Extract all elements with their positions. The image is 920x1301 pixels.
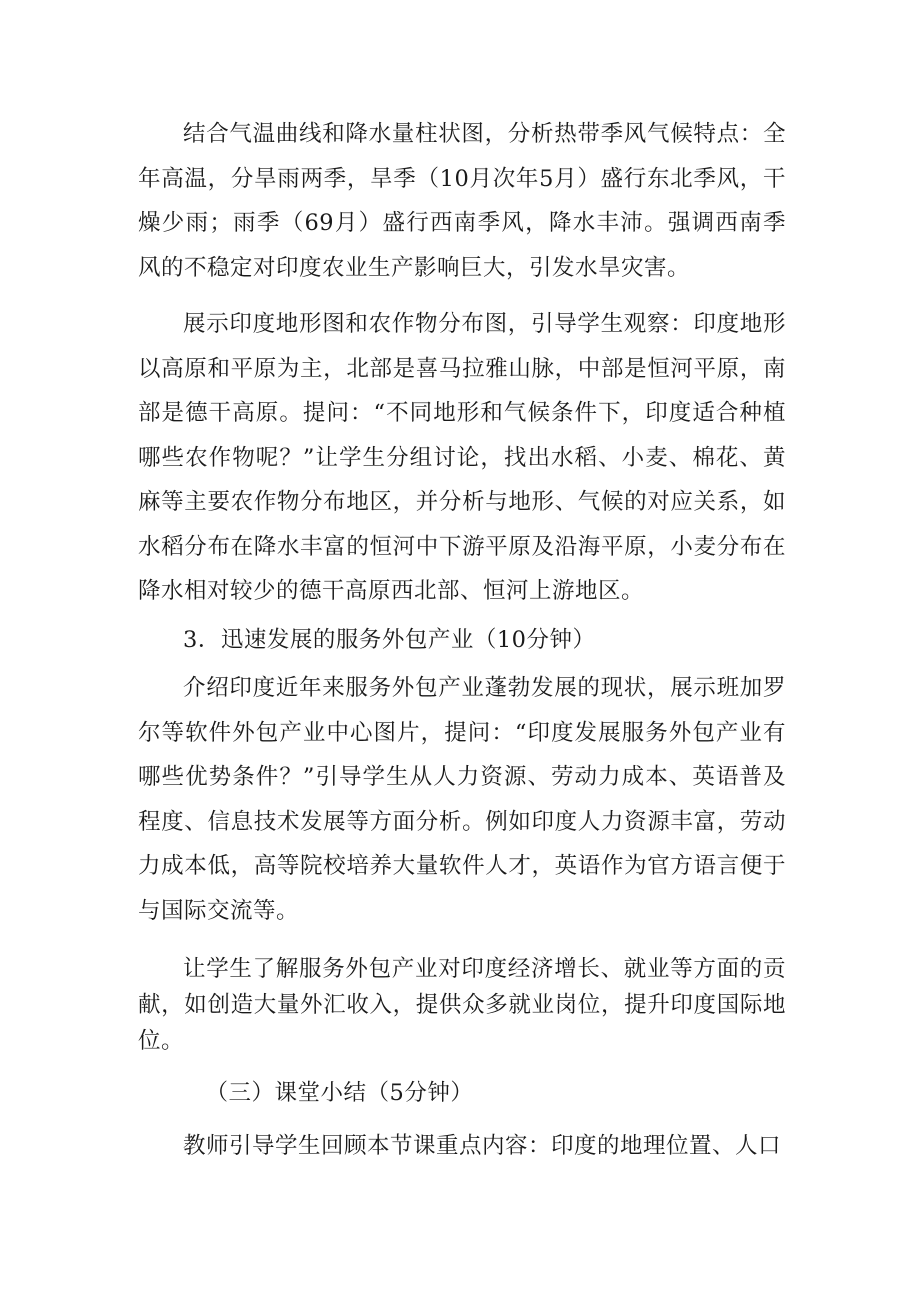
- document-page: [138, 112, 786, 1168]
- section-heading-outsourcing: 3．迅速发展的服务外包产业（10分钟）: [183, 626, 596, 653]
- paragraph-terrain-crops: 展示印度地形图和农作物分布图，引导学生观察：印度地形以高原和平原为主，北部是喜马拉雅山脉，中部是恒河平原，南部是德干高原。提问：“不同地形和气候条件下，印度适合种植哪些农作物呢？”让学生分组讨论，找出水稻、小麦、棉花、黄麻等主要农作物分布地区，并分析与地形、气候的对应关系，如水稻分布在降水丰富的恒河中下游平原及沿海平原，小麦分布在降水相对较少的德干高原西北部、恒河上游地区。: [138, 311, 786, 604]
- paragraph-outsourcing-contribution: 让学生了解服务外包产业对印度经济增长、就业等方面的贡献，如创造大量外汇收入，提供众多就业岗位，提升印度国际地位。: [138, 956, 786, 1054]
- paragraph-outsourcing-advantages: 介绍印度近年来服务外包产业蓬勃发展的现状，展示班加罗尔等软件外包产业中心图片，提问：“印度发展服务外包产业有哪些优势条件？”引导学生从人力资源、劳动力成本、英语普及程度、信息技术发展等方面分析。例如印度人力资源丰富，劳动力成本低，高等院校培养大量软件人才，英语作为官方语言便于与国际交流等。: [138, 675, 786, 924]
- section-heading-summary: （三）课堂小结（5分钟）: [205, 1080, 474, 1106]
- paragraph-summary: 教师引导学生回顾本节课重点内容：印度的地理位置、人口: [183, 1132, 782, 1159]
- paragraph-climate: 结合气温曲线和降水量柱状图，分析热带季风气候特点：全年高温，分旱雨两季，旱季（10月次年5月）盛行东北季风，干燥少雨；雨季（69月）盛行西南季风，降水丰沛。强调西南季风的不稳定对印度农业生产影响巨大，引发水旱灾害。: [138, 121, 786, 281]
